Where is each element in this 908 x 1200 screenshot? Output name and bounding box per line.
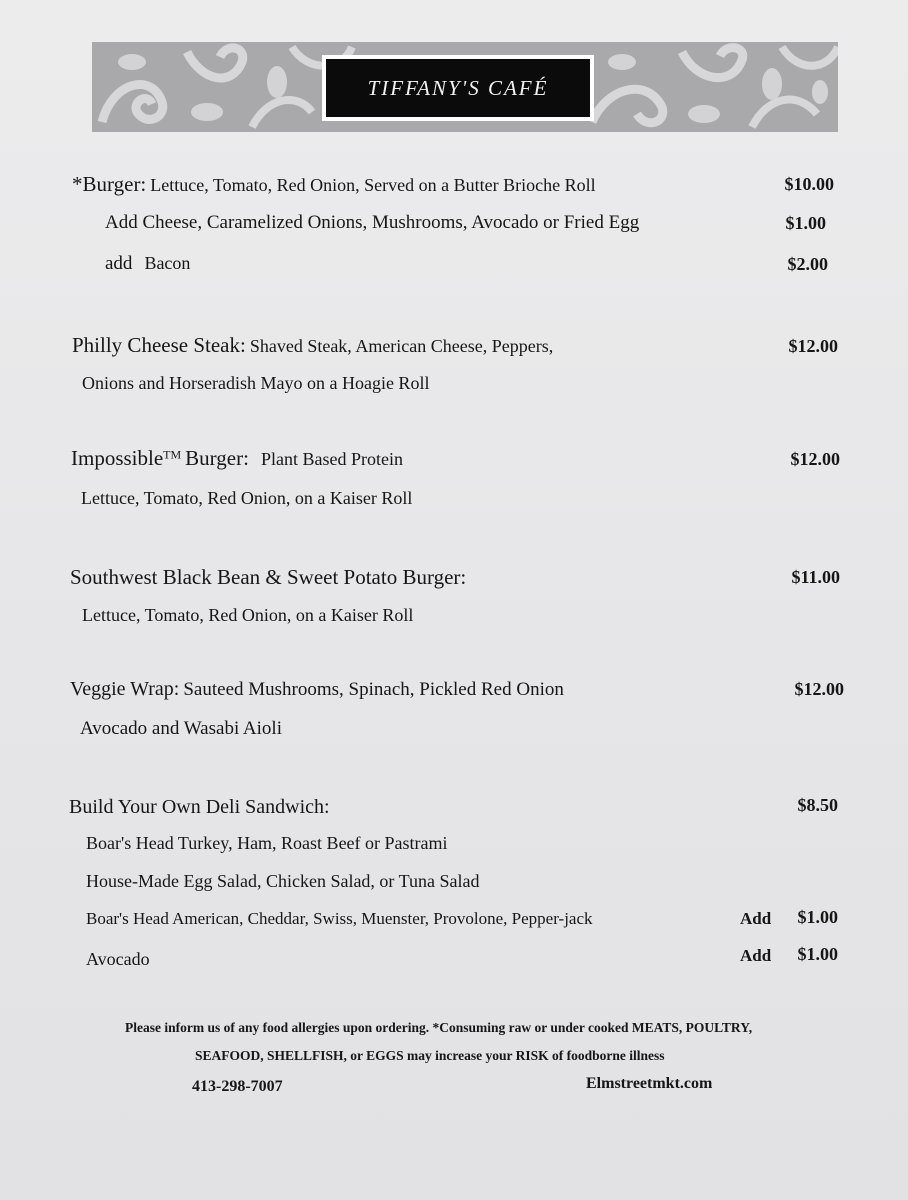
burger-addon-1-price: $1.00 — [785, 213, 826, 233]
deli-line-2: House-Made Egg Salad, Chicken Salad, or Tuna Salad — [86, 871, 480, 891]
impossible-desc-2: Lettuce, Tomato, Red Onion, on a Kaiser Roll — [81, 488, 413, 508]
burger-addon-2-name: Bacon — [144, 253, 191, 273]
deli-line-4-add: Add — [740, 946, 772, 965]
deli-name: Build Your Own Deli Sandwich: — [69, 796, 330, 818]
veggie-price: $12.00 — [794, 679, 844, 699]
title-box — [322, 55, 594, 121]
veggie-line — [70, 678, 564, 701]
deli-line-4: Avocado — [86, 949, 150, 969]
deli-line-1: Boar's Head Turkey, Ham, Roast Beef or Pastrami — [86, 833, 448, 853]
southwest-name: Southwest Black Bean & Sweet Potato Burger: — [70, 565, 467, 589]
impossible-line — [71, 446, 403, 471]
phone-number: 413-298-7007 — [192, 1078, 283, 1095]
impossible-price: $12.00 — [790, 449, 840, 469]
veggie-desc-1: Sauteed Mushrooms, Spinach, Pickled Red Onion — [183, 679, 564, 700]
deli-line-3-price: $1.00 — [797, 907, 838, 927]
impossible-name: Impossible — [71, 446, 164, 470]
allergy-notice-1: Please inform us of any food allergies upon ordering. *Consuming raw or under cooked MEATS, POULTRY, — [125, 1020, 753, 1035]
deli-line-4-price: $1.00 — [797, 944, 838, 964]
deli-price: $8.50 — [797, 795, 838, 815]
burger-line — [72, 172, 596, 197]
impossible-name-2: Burger: — [185, 446, 249, 470]
trademark-mark: TM — [163, 447, 182, 462]
burger-desc: Lettuce, Tomato, Red Onion, Served on a Butter Brioche Roll — [150, 175, 596, 195]
cafe-title: TIFFANY'S CAFÉ — [367, 75, 549, 100]
burger-addon-2-price: $2.00 — [787, 254, 828, 274]
deli-line-3-add: Add — [740, 909, 772, 928]
allergy-notice-2: SEAFOOD, SHELLFISH, or EGGS may increase your RISK of foodborne illness — [195, 1048, 665, 1063]
website: Elmstreetmkt.com — [586, 1075, 713, 1092]
burger-addon-2-add: add — [105, 253, 133, 274]
burger-addon-1: Add Cheese, Caramelized Onions, Mushrooms, Avocado or Fried Egg — [105, 212, 640, 233]
deli-line-3: Boar's Head American, Cheddar, Swiss, Muenster, Provolone, Pepper-jack — [86, 909, 593, 928]
philly-name: Philly Cheese Steak: — [72, 333, 246, 357]
burger-price: $10.00 — [784, 174, 834, 194]
philly-desc-1: Shaved Steak, American Cheese, Peppers, — [249, 336, 554, 356]
southwest-price: $11.00 — [791, 567, 840, 587]
veggie-name: Veggie Wrap: — [70, 678, 180, 700]
philly-line — [72, 333, 553, 358]
veggie-desc-2: Avocado and Wasabi Aioli — [80, 718, 282, 739]
philly-desc-2: Onions and Horseradish Mayo on a Hoagie Roll — [82, 373, 430, 393]
impossible-desc-1: Plant Based Protein — [260, 449, 403, 469]
burger-name: *Burger: — [72, 172, 147, 196]
philly-price: $12.00 — [788, 336, 838, 356]
southwest-desc: Lettuce, Tomato, Red Onion, on a Kaiser Roll — [82, 605, 414, 625]
burger-addon-2 — [105, 253, 190, 275]
